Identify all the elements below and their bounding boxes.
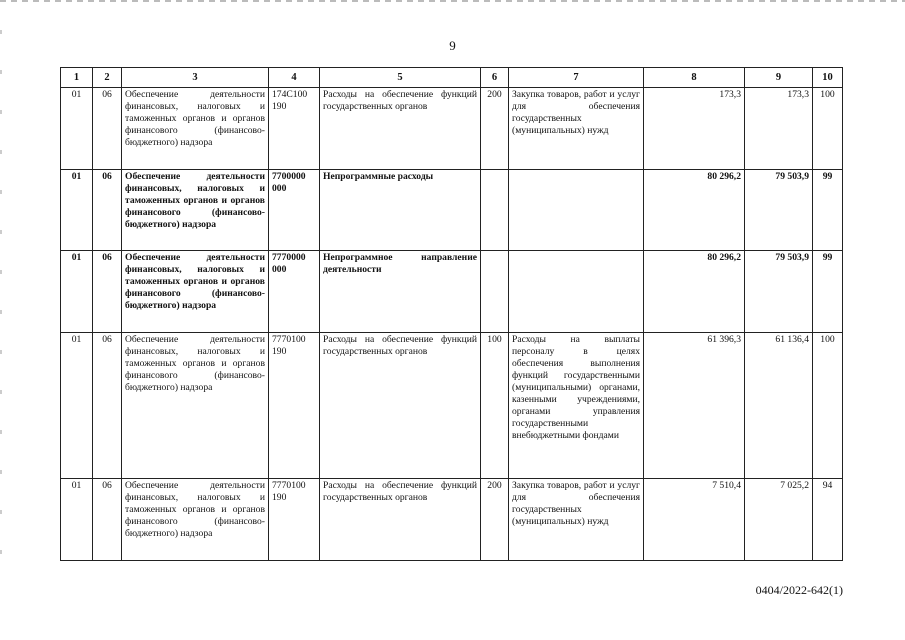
target-article-name: Расходы на обеспечение функций государственных органов [320, 88, 481, 170]
section-code: 01 [61, 88, 93, 170]
executed-amount: 79 503,9 [745, 251, 813, 333]
table-row [61, 333, 843, 479]
item-name: Обеспечение деятельности финансовых, налоговых и таможенных органов и органов финансового (финансово-бюджетного) надзора [122, 333, 269, 479]
header-cell: 10 [813, 68, 843, 88]
planned-amount: 80 296,2 [644, 170, 745, 251]
expense-type-code [481, 170, 509, 251]
section-code: 01 [61, 170, 93, 251]
header-cell: 3 [122, 68, 269, 88]
expense-type-code: 100 [481, 333, 509, 479]
budget-table [60, 67, 843, 561]
section-code: 01 [61, 251, 93, 333]
planned-amount: 7 510,4 [644, 479, 745, 561]
execution-percent: 99 [813, 170, 843, 251]
subsection-code: 06 [93, 479, 122, 561]
target-article-code: 174С100 190 [269, 88, 320, 170]
target-article-name: Расходы на обеспечение функций государственных органов [320, 333, 481, 479]
target-article-code: 7770000 000 [269, 251, 320, 333]
header-cell: 9 [745, 68, 813, 88]
item-name: Обеспечение деятельности финансовых, налоговых и таможенных органов и органов финансового (финансово-бюджетного) надзора [122, 88, 269, 170]
executed-amount: 61 136,4 [745, 333, 813, 479]
expense-type-name: Расходы на выплаты персоналу в целях обеспечения выполнения функций государственными (муниципальными) органами, казенными учреждениями, органами управления государственными внебюджетными фондами [509, 333, 644, 479]
target-article-name: Расходы на обеспечение функций государственных органов [320, 479, 481, 561]
scan-left-edge [0, 30, 2, 590]
header-cell: 5 [320, 68, 481, 88]
execution-percent: 94 [813, 479, 843, 561]
expense-type-name: Закупка товаров, работ и услуг для обеспечения государственных (муниципальных) нужд [509, 88, 644, 170]
planned-amount: 173,3 [644, 88, 745, 170]
item-name: Обеспечение деятельности финансовых, налоговых и таможенных органов и органов финансового (финансово-бюджетного) надзора [122, 479, 269, 561]
execution-percent: 100 [813, 88, 843, 170]
item-name: Обеспечение деятельности финансовых, налоговых и таможенных органов и органов финансового (финансово-бюджетного) надзора [122, 251, 269, 333]
executed-amount: 79 503,9 [745, 170, 813, 251]
header-cell: 8 [644, 68, 745, 88]
executed-amount: 7 025,2 [745, 479, 813, 561]
subsection-code: 06 [93, 88, 122, 170]
header-cell: 7 [509, 68, 644, 88]
item-name: Обеспечение деятельности финансовых, налоговых и таможенных органов и органов финансового (финансово-бюджетного) надзора [122, 170, 269, 251]
scan-top-edge [0, 0, 905, 2]
target-article-code: 7770100 190 [269, 333, 320, 479]
planned-amount: 61 396,3 [644, 333, 745, 479]
target-article-code: 7700000 000 [269, 170, 320, 251]
target-article-name: Непрограммные расходы [320, 170, 481, 251]
header-cell: 1 [61, 68, 93, 88]
table-row [61, 479, 843, 561]
target-article-code: 7770100 190 [269, 479, 320, 561]
expense-type-name [509, 251, 644, 333]
planned-amount: 80 296,2 [644, 251, 745, 333]
page-number: 9 [449, 38, 456, 53]
execution-percent: 99 [813, 251, 843, 333]
expense-type-code: 200 [481, 479, 509, 561]
subsection-code: 06 [93, 251, 122, 333]
header-cell: 6 [481, 68, 509, 88]
header-cell: 2 [93, 68, 122, 88]
subsection-code: 06 [93, 333, 122, 479]
document-code: 0404/2022-642(1) [755, 583, 843, 597]
header-cell: 4 [269, 68, 320, 88]
execution-percent: 100 [813, 333, 843, 479]
table-row [61, 251, 843, 333]
table-row [61, 170, 843, 251]
executed-amount: 173,3 [745, 88, 813, 170]
table-row [61, 88, 843, 170]
subsection-code: 06 [93, 170, 122, 251]
table-header-row [61, 68, 843, 88]
expense-type-name: Закупка товаров, работ и услуг для обеспечения государственных (муниципальных) нужд [509, 479, 644, 561]
expense-type-code: 200 [481, 88, 509, 170]
expense-type-code [481, 251, 509, 333]
target-article-name: Непрограммное направление деятельности [320, 251, 481, 333]
expense-type-name [509, 170, 644, 251]
section-code: 01 [61, 333, 93, 479]
section-code: 01 [61, 479, 93, 561]
